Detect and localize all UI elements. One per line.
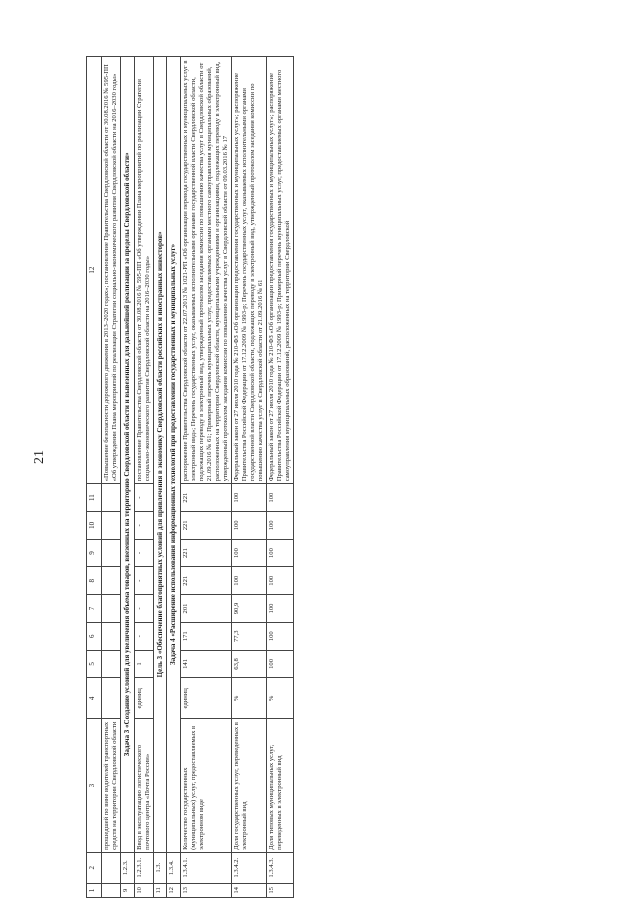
column-number-cell: 8 bbox=[87, 567, 102, 595]
table-cell: % bbox=[267, 678, 294, 719]
table-cell: 221 bbox=[180, 539, 231, 567]
row-code-cell: 1.3. bbox=[153, 852, 167, 883]
indicator-name-cell: Доля типовых муниципальных услуг, переведенных в электронный вид bbox=[267, 719, 294, 852]
table-cell: % bbox=[231, 678, 266, 719]
section-row bbox=[167, 57, 181, 898]
section-row bbox=[153, 57, 167, 898]
table-cell: 221 bbox=[180, 511, 231, 539]
table-cell: 201 bbox=[180, 595, 231, 623]
column-number-cell: 4 bbox=[87, 678, 102, 719]
table-cell: 1.3.4.2. bbox=[231, 852, 266, 883]
column-number-cell: 7 bbox=[87, 595, 102, 623]
table-cell: 14 bbox=[231, 883, 266, 897]
table-cell: 1.2.3.1. bbox=[134, 852, 153, 883]
table-cell: 1 bbox=[134, 650, 153, 678]
table-cell bbox=[102, 883, 121, 897]
table-cell: 100 bbox=[231, 484, 266, 512]
table-cell: 100 bbox=[267, 539, 294, 567]
table-cell: - bbox=[134, 484, 153, 512]
row-code-cell: 1.3.4. bbox=[167, 852, 181, 883]
basis-document-cell: «Повышение безопасности дорожного движения в 2013–2020 годах»; постановление Правительства Свердловской области от 30.08.2016 № 595-ПП «Об утверждении Плана мероприятий по реализации Стратегии социально-экономического развития Свердловской области на 2016–2030 годы» bbox=[102, 57, 121, 484]
table-row bbox=[134, 57, 153, 898]
table-cell: 221 bbox=[180, 567, 231, 595]
table-cell bbox=[102, 511, 121, 539]
rotated-table-area bbox=[86, 56, 614, 898]
row-number-cell: 12 bbox=[167, 883, 181, 897]
table-cell: 100 bbox=[231, 511, 266, 539]
indicator-name-cell: Количество государственных (муниципальных) услуг, предоставляемых в электронном виде bbox=[180, 719, 231, 852]
column-number-cell: 6 bbox=[87, 622, 102, 650]
column-number-cell: 5 bbox=[87, 650, 102, 678]
table-cell: - bbox=[134, 567, 153, 595]
indicator-name-cell: Доля государственных услуг, переведенных в электронный вид bbox=[231, 719, 266, 852]
column-number-cell: 2 bbox=[87, 852, 102, 883]
column-number-cell: 1 bbox=[87, 883, 102, 897]
table-cell bbox=[102, 678, 121, 719]
table-cell bbox=[102, 852, 121, 883]
basis-document-cell: распоряжение Правительства Свердловской области от 22.07.2013 № 1021-РП «Об организации перевода государственных и муниципальных услуг в электронный вид»; Перечень государственных услуг, оказываемых исполнительными органами государственной власти Свердловской области, подлежащих переводу в электронный вид, утвержденный протоколом заседания комиссии по повышению качества услуг в Свердловской области от 21.09.2016 № 61; Примерный перечень муниципальных услуг, предоставляемых органами местного самоуправления муниципальных образований, расположенных на территории Свердловской области, муниципальными учреждениями и организациями, подлежащих переводу в электронный вид, утвержденный протоколом заседания комиссии по повышению качества услуг в Свердловской области от 09.03.2016 № 17 bbox=[180, 57, 231, 484]
basis-document-cell: Федеральный закон от 27 июля 2010 года № 210-ФЗ «Об организации предоставления государственных и муниципальных услуг»; распоряжение Правительства Российской Федерации от 17.12.2009 № 1993-р; Перечень государственных услуг, оказываемых исполнительными органами государственной власти Свердловской области, подлежащих переводу в электронный вид, утвержденный протоколом заседания комиссии по повышению качества услуг в Свердловской области от 21.09.2016 № 61 bbox=[231, 57, 266, 484]
table-cell: 1.3.4.3. bbox=[267, 852, 294, 883]
table-cell: единиц bbox=[134, 678, 153, 719]
section-title-cell: Задача 3 «Создание условий для увеличения объема товаров, ввезенных на территорию Свердловской области и вывезенных для дальнейшей реализации за пределы Свердловской области» bbox=[121, 57, 135, 853]
table-cell: 90,9 bbox=[231, 595, 266, 623]
section-title-cell: Задача 4 «Расширение использования информационных технологий при предоставлении государственных и муниципальных услуг» bbox=[167, 57, 181, 853]
table-row bbox=[267, 57, 294, 898]
column-number-row bbox=[87, 57, 102, 898]
table-cell: 100 bbox=[267, 484, 294, 512]
indicator-name-cell: Ввод в эксплуатацию логистического почтового центра «Почта России» bbox=[134, 719, 153, 852]
table-row bbox=[180, 57, 231, 898]
table-cell: 171 bbox=[180, 622, 231, 650]
table-cell bbox=[102, 567, 121, 595]
table-cell: 15 bbox=[267, 883, 294, 897]
table-cell: 100 bbox=[267, 595, 294, 623]
table-cell: 100 bbox=[231, 539, 266, 567]
table-cell: 100 bbox=[231, 567, 266, 595]
table-cell: единиц bbox=[180, 678, 231, 719]
table-row bbox=[231, 57, 266, 898]
table-cell: 221 bbox=[180, 484, 231, 512]
column-number-cell: 9 bbox=[87, 539, 102, 567]
table-cell: 13 bbox=[180, 883, 231, 897]
table-cell: - bbox=[134, 539, 153, 567]
table-cell: 77,3 bbox=[231, 622, 266, 650]
column-number-cell: 3 bbox=[87, 719, 102, 852]
section-row bbox=[121, 57, 135, 898]
table-cell: 63,8 bbox=[231, 650, 266, 678]
table-cell bbox=[102, 595, 121, 623]
basis-document-cell: постановление Правительства Свердловской области от 30.08.2016 № 595-ПП «Об утверждении Плана мероприятий по реализации Стратегии социально-экономического развития Свердловской области на 2016–2030 годы» bbox=[134, 57, 153, 484]
row-number-cell: 9 bbox=[121, 883, 135, 897]
column-number-cell: 11 bbox=[87, 484, 102, 512]
table-cell bbox=[102, 622, 121, 650]
table-cell: 100 bbox=[267, 511, 294, 539]
indicator-table-wrapper bbox=[86, 56, 614, 898]
table-cell: 100 bbox=[267, 650, 294, 678]
table-cell bbox=[102, 539, 121, 567]
table-cell: 10 bbox=[134, 883, 153, 897]
row-number-cell: 11 bbox=[153, 883, 167, 897]
column-number-cell: 10 bbox=[87, 511, 102, 539]
table-cell: - bbox=[134, 595, 153, 623]
table-cell: 100 bbox=[267, 567, 294, 595]
basis-document-cell: Федеральный закон от 27 июля 2010 года № 210-ФЗ «Об организации предоставления государственных и муниципальных услуг»; распоряжение Правительства Российской Федерации от 17.12.2009 № 1993-р; Примерный перечень муниципальных услуг, предоставляемых органами местного самоуправления муниципальных образований, расположенных на территории Свердловской bbox=[267, 57, 294, 484]
column-number-cell: 12 bbox=[87, 57, 102, 484]
table-cell: 141 bbox=[180, 650, 231, 678]
table-cell bbox=[102, 650, 121, 678]
row-code-cell: 1.2.3. bbox=[121, 852, 135, 883]
page-number: 21 bbox=[32, 450, 47, 464]
table-row bbox=[102, 57, 121, 898]
table-cell: 1.3.4.1. bbox=[180, 852, 231, 883]
indicator-table bbox=[86, 56, 294, 898]
table-cell: - bbox=[134, 622, 153, 650]
table-cell bbox=[102, 484, 121, 512]
indicator-name-cell: прошедшей по вине водителей транспортных средств на территории Свердловской области bbox=[102, 719, 121, 852]
table-cell: - bbox=[134, 511, 153, 539]
table-cell: 100 bbox=[267, 622, 294, 650]
section-title-cell: Цель 3 «Обеспечение благоприятных условий для привлечения в экономику Свердловской области российских и иностранных инвесторов» bbox=[153, 57, 167, 853]
